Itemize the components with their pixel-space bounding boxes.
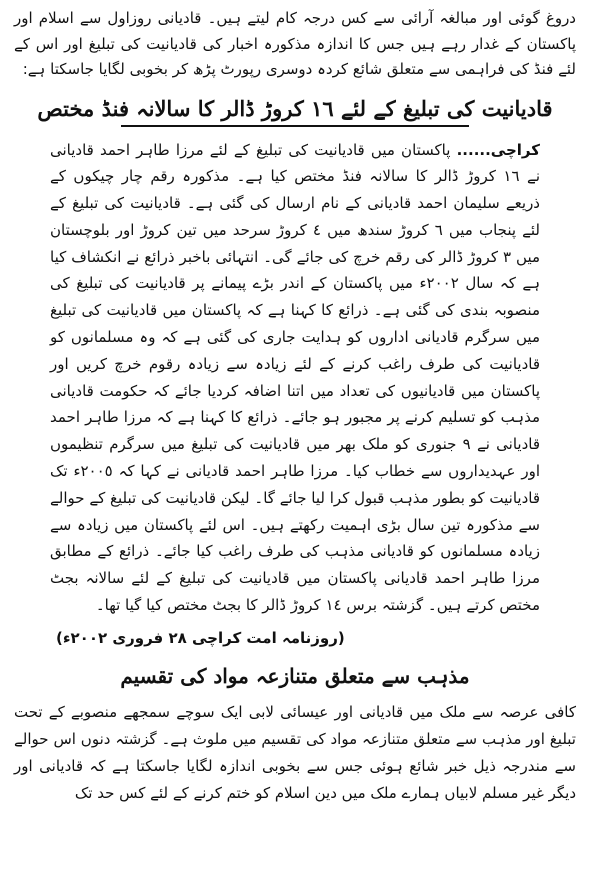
section-heading bbox=[14, 661, 576, 691]
article-heading bbox=[14, 93, 576, 127]
article-paragraph bbox=[50, 137, 540, 619]
section-heading-text: مذہب سے متعلق متنازعہ مواد کی تقسیم bbox=[120, 663, 470, 688]
intro-paragraph: دروغ گوئی اور مبالغہ آرائی سے کس درجہ کام لیتے ہیں۔ قادیانی روزاول سے اسلام اور پاکستان کے غدار رہے ہیں جس کا اندازہ مذکورہ اخبار کی قادیانیت کی تبلیغ اور اس کے لئے فنڈ کی فراہمی سے متعلق شائع کردہ دوسری رپورٹ پڑھ کر بخوبی لگایا جاسکتا ہے: bbox=[14, 9, 576, 78]
article-heading-text: قادیانیت کی تبلیغ کے لئے ١٦ کروڑ ڈالر کا سالانہ فنڈ مختص bbox=[37, 95, 553, 121]
news-article bbox=[14, 137, 576, 619]
source-citation-text: (روزنامہ امت کراچی ٢٨ فروری ٢٠٠٢ء) bbox=[56, 628, 345, 647]
closing-paragraph: کافی عرصہ سے ملک میں قادیانی اور عیسائی لابی ایک سوچے سمجھے منصوبے کے تحت تبلیغ اور مذہب سے متعلق متنازعہ مواد کی تقسیم میں ملوث ہے۔ گزشتہ دنوں اس حوالے سے مندرجہ ذیل خبر شائع ہوئی جس سے بخوبی اندازہ لگایا جاسکتا ہے کہ قادیانی اور دیگر غیر مسلم لابیاں ہمارے ملک میں دین اسلام کو ختم کرنے کے لئے کس حد تک bbox=[14, 702, 576, 802]
source-citation bbox=[14, 625, 576, 651]
article-body: پاکستان میں قادیانیت کی تبلیغ کے لئے مرزا طاہر احمد قادیانی نے ١٦ کروڑ ڈالر کا سالانہ فنڈ مختص کیا ہے۔ مذکورہ رقم چار چیکوں کے ذریعے سلیمان احمد قادیانی کے نام ارسال کی گئی ہے۔ قادیانیت کی تبلیغ کے لئے پنجاب میں ٦ کروڑ سندھ میں ٤ کروڑ سرحد میں تین کروڑ اور بلوچستان میں ٣ کروڑ ڈالر کی رقم خرچ کی جائے گی۔ انتہائی باخبر ذرائع نے انکشاف کیا ہے کہ سال ٢٠٠٢ء میں پاکستان کے اندر بڑے پیمانے پر قادیانیت کی تبلیغ کی منصوبہ بندی کی گئی ہے۔ ذرائع کا کہنا ہے کہ پاکستان میں قادیانیت کی تبلیغ میں سرگرم قادیانی اداروں کو ہدایت جاری کی گئی ہے کہ وہ مسلمانوں کو قادیانیت کی طرف راغب کرنے کے لئے زیادہ سے زیادہ رقوم خرچ کریں اور پاکستان میں قادیانیوں کی تعداد میں اتنا اضافہ کردیا جائے کہ حکومت قادیانی مذہب کو تسلیم کرنے پر مجبور ہو جائے۔ ذرائع کا کہنا ہے کہ مرزا طاہر احمد قادیانی نے ٩ جنوری کو ملک بھر میں قادیانیت کی تبلیغ میں سرگرم تنظیموں اور عہدیداروں سے خطاب کیا۔ مرزا طاہر احمد قادیانی نے کہا کہ ٢٠٠٥ء تک قادیانیت کو بطور مذہب قبول کرا لیا جائے گا۔ لیکن قادیانیت کی تبلیغ کے حوالے سے مذکورہ تین سال بڑی اہمیت رکھتے ہیں۔ اس لئے پاکستان میں زیادہ سے زیادہ مسلمانوں کو قادیانی مذہب کی طرف راغب کیا جائے۔ ذرائع کے مطابق مرزا طاہر احمد قادیانی پاکستان میں قادیانیت کی تبلیغ کے لئے سالانہ بجٹ مختص کرتے ہیں۔ گزشتہ برس ١٤ کروڑ ڈالر کا بجٹ مختص کیا گیا تھا۔ bbox=[50, 140, 541, 615]
article-dateline: کراچی...... bbox=[456, 140, 540, 159]
closing-section bbox=[14, 699, 576, 807]
heading-underline bbox=[121, 125, 469, 127]
